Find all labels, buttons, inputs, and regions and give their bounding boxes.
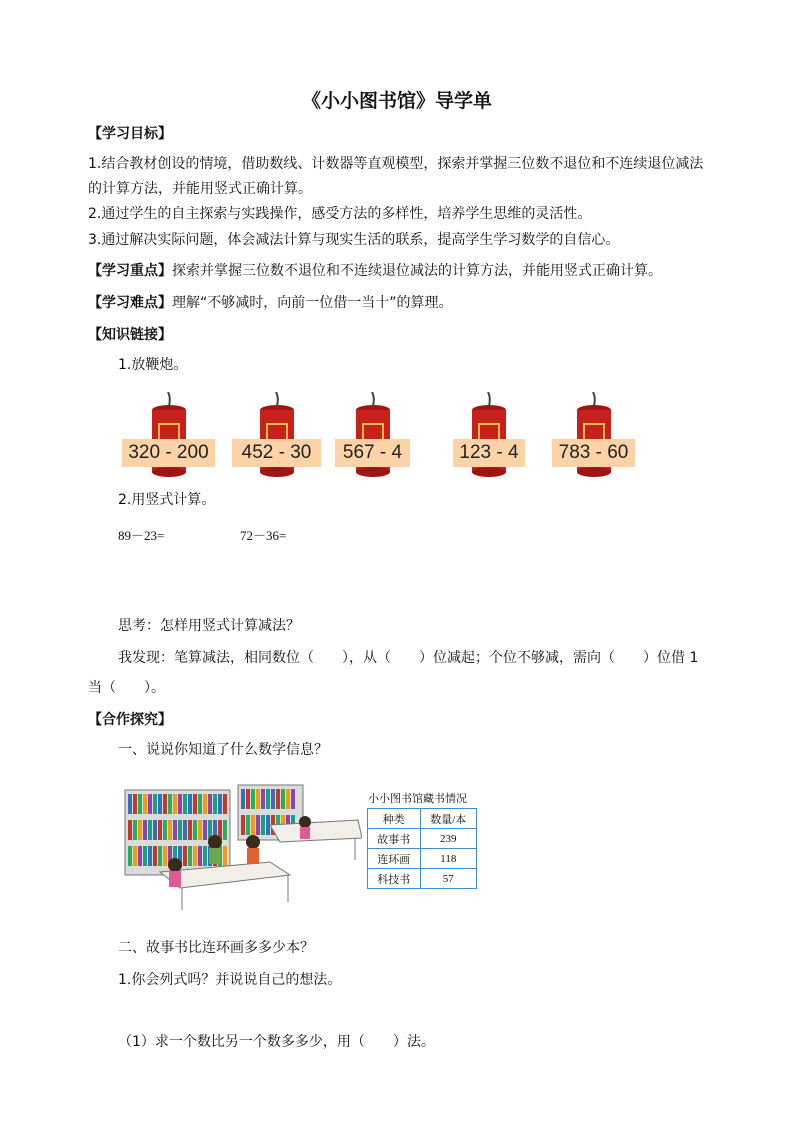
table-cell: 57 bbox=[420, 869, 476, 889]
firecracker-icon bbox=[348, 392, 398, 482]
difficulty-text: 理解“不够减时，向前一位借一当十”的算理。 bbox=[172, 295, 453, 311]
explore-part2: 二、故事书比连环画多多少本？ bbox=[118, 940, 314, 956]
goal-item: 的计算方法，并能用竖式正确计算。 bbox=[88, 181, 312, 197]
vertical-calc-question: 2.用竖式计算。 bbox=[118, 492, 216, 508]
library-table-title: 小小图书馆藏书情况 bbox=[368, 793, 467, 805]
page-title: 《小小图书馆》导学单 bbox=[301, 90, 492, 112]
links-heading: 【知识链接】 bbox=[88, 327, 172, 343]
firecracker-icon bbox=[144, 392, 194, 482]
table-cell: 科技书 bbox=[368, 869, 421, 889]
difficulty-line bbox=[88, 293, 453, 313]
key-point-line bbox=[88, 261, 662, 281]
firecracker-icon bbox=[569, 392, 619, 482]
firecracker-label: 783 - 60 bbox=[552, 439, 635, 467]
table-row bbox=[368, 829, 477, 849]
table-cell: 连环画 bbox=[368, 849, 421, 869]
firecracker-label: 320 - 200 bbox=[122, 439, 215, 467]
goals-heading: 【学习目标】 bbox=[88, 126, 172, 142]
table-row bbox=[368, 849, 477, 869]
discover-line: 我发现：笔算减法，相同数位（ ），从（ ）位减起；个位不够减，需向（ ）位借 1 bbox=[118, 650, 699, 666]
table-cell: 故事书 bbox=[368, 829, 421, 849]
goal-item: 1.结合教材创设的情境，借助数线、计数器等直观模型，探索并掌握三位数不退位和不连续退位减法 bbox=[88, 156, 704, 172]
exercise: 72－36= bbox=[240, 528, 287, 543]
explore-heading: 【合作探究】 bbox=[88, 712, 172, 728]
explore-part1: 一、说说你知道了什么数学信息？ bbox=[118, 742, 328, 758]
goal-item: 2.通过学生的自主探索与实践操作，感受方法的多样性，培养学生思维的灵活性。 bbox=[88, 206, 592, 222]
firecracker-icon bbox=[464, 392, 514, 482]
table-header-row bbox=[368, 809, 477, 829]
firecracker-label: 123 - 4 bbox=[453, 439, 525, 467]
table-cell: 118 bbox=[420, 849, 476, 869]
goal-item: 3.通过解决实际问题，体会减法计算与现实生活的联系，提高学生学习数学的自信心。 bbox=[88, 232, 620, 248]
explore-sub1: （1）求一个数比另一个数多多少，用（ ）法。 bbox=[118, 1034, 435, 1050]
key-point-heading: 【学习重点】 bbox=[88, 263, 172, 279]
table-cell: 239 bbox=[420, 829, 476, 849]
firecracker-label: 567 - 4 bbox=[335, 439, 410, 467]
discover-line: 当（ ）。 bbox=[88, 680, 165, 696]
exercise: 89－23= bbox=[118, 528, 165, 543]
difficulty-heading: 【学习难点】 bbox=[88, 295, 172, 311]
explore-q1: 1.你会列式吗？并说说自己的想法。 bbox=[118, 972, 342, 988]
key-point-text: 探索并掌握三位数不退位和不连续退位减法的计算方法，并能用竖式正确计算。 bbox=[172, 263, 662, 279]
table-row bbox=[368, 869, 477, 889]
table-header-cell: 种类 bbox=[368, 809, 421, 829]
library-illustration bbox=[120, 780, 362, 915]
firecracker-label: 452 - 30 bbox=[232, 439, 321, 467]
library-table bbox=[367, 808, 477, 889]
table-header-cell: 数量/本 bbox=[420, 809, 476, 829]
firecracker-question: 1.放鞭炮。 bbox=[118, 357, 188, 373]
firecracker-icon bbox=[252, 392, 302, 482]
think-question: 思考：怎样用竖式计算减法？ bbox=[118, 618, 300, 634]
